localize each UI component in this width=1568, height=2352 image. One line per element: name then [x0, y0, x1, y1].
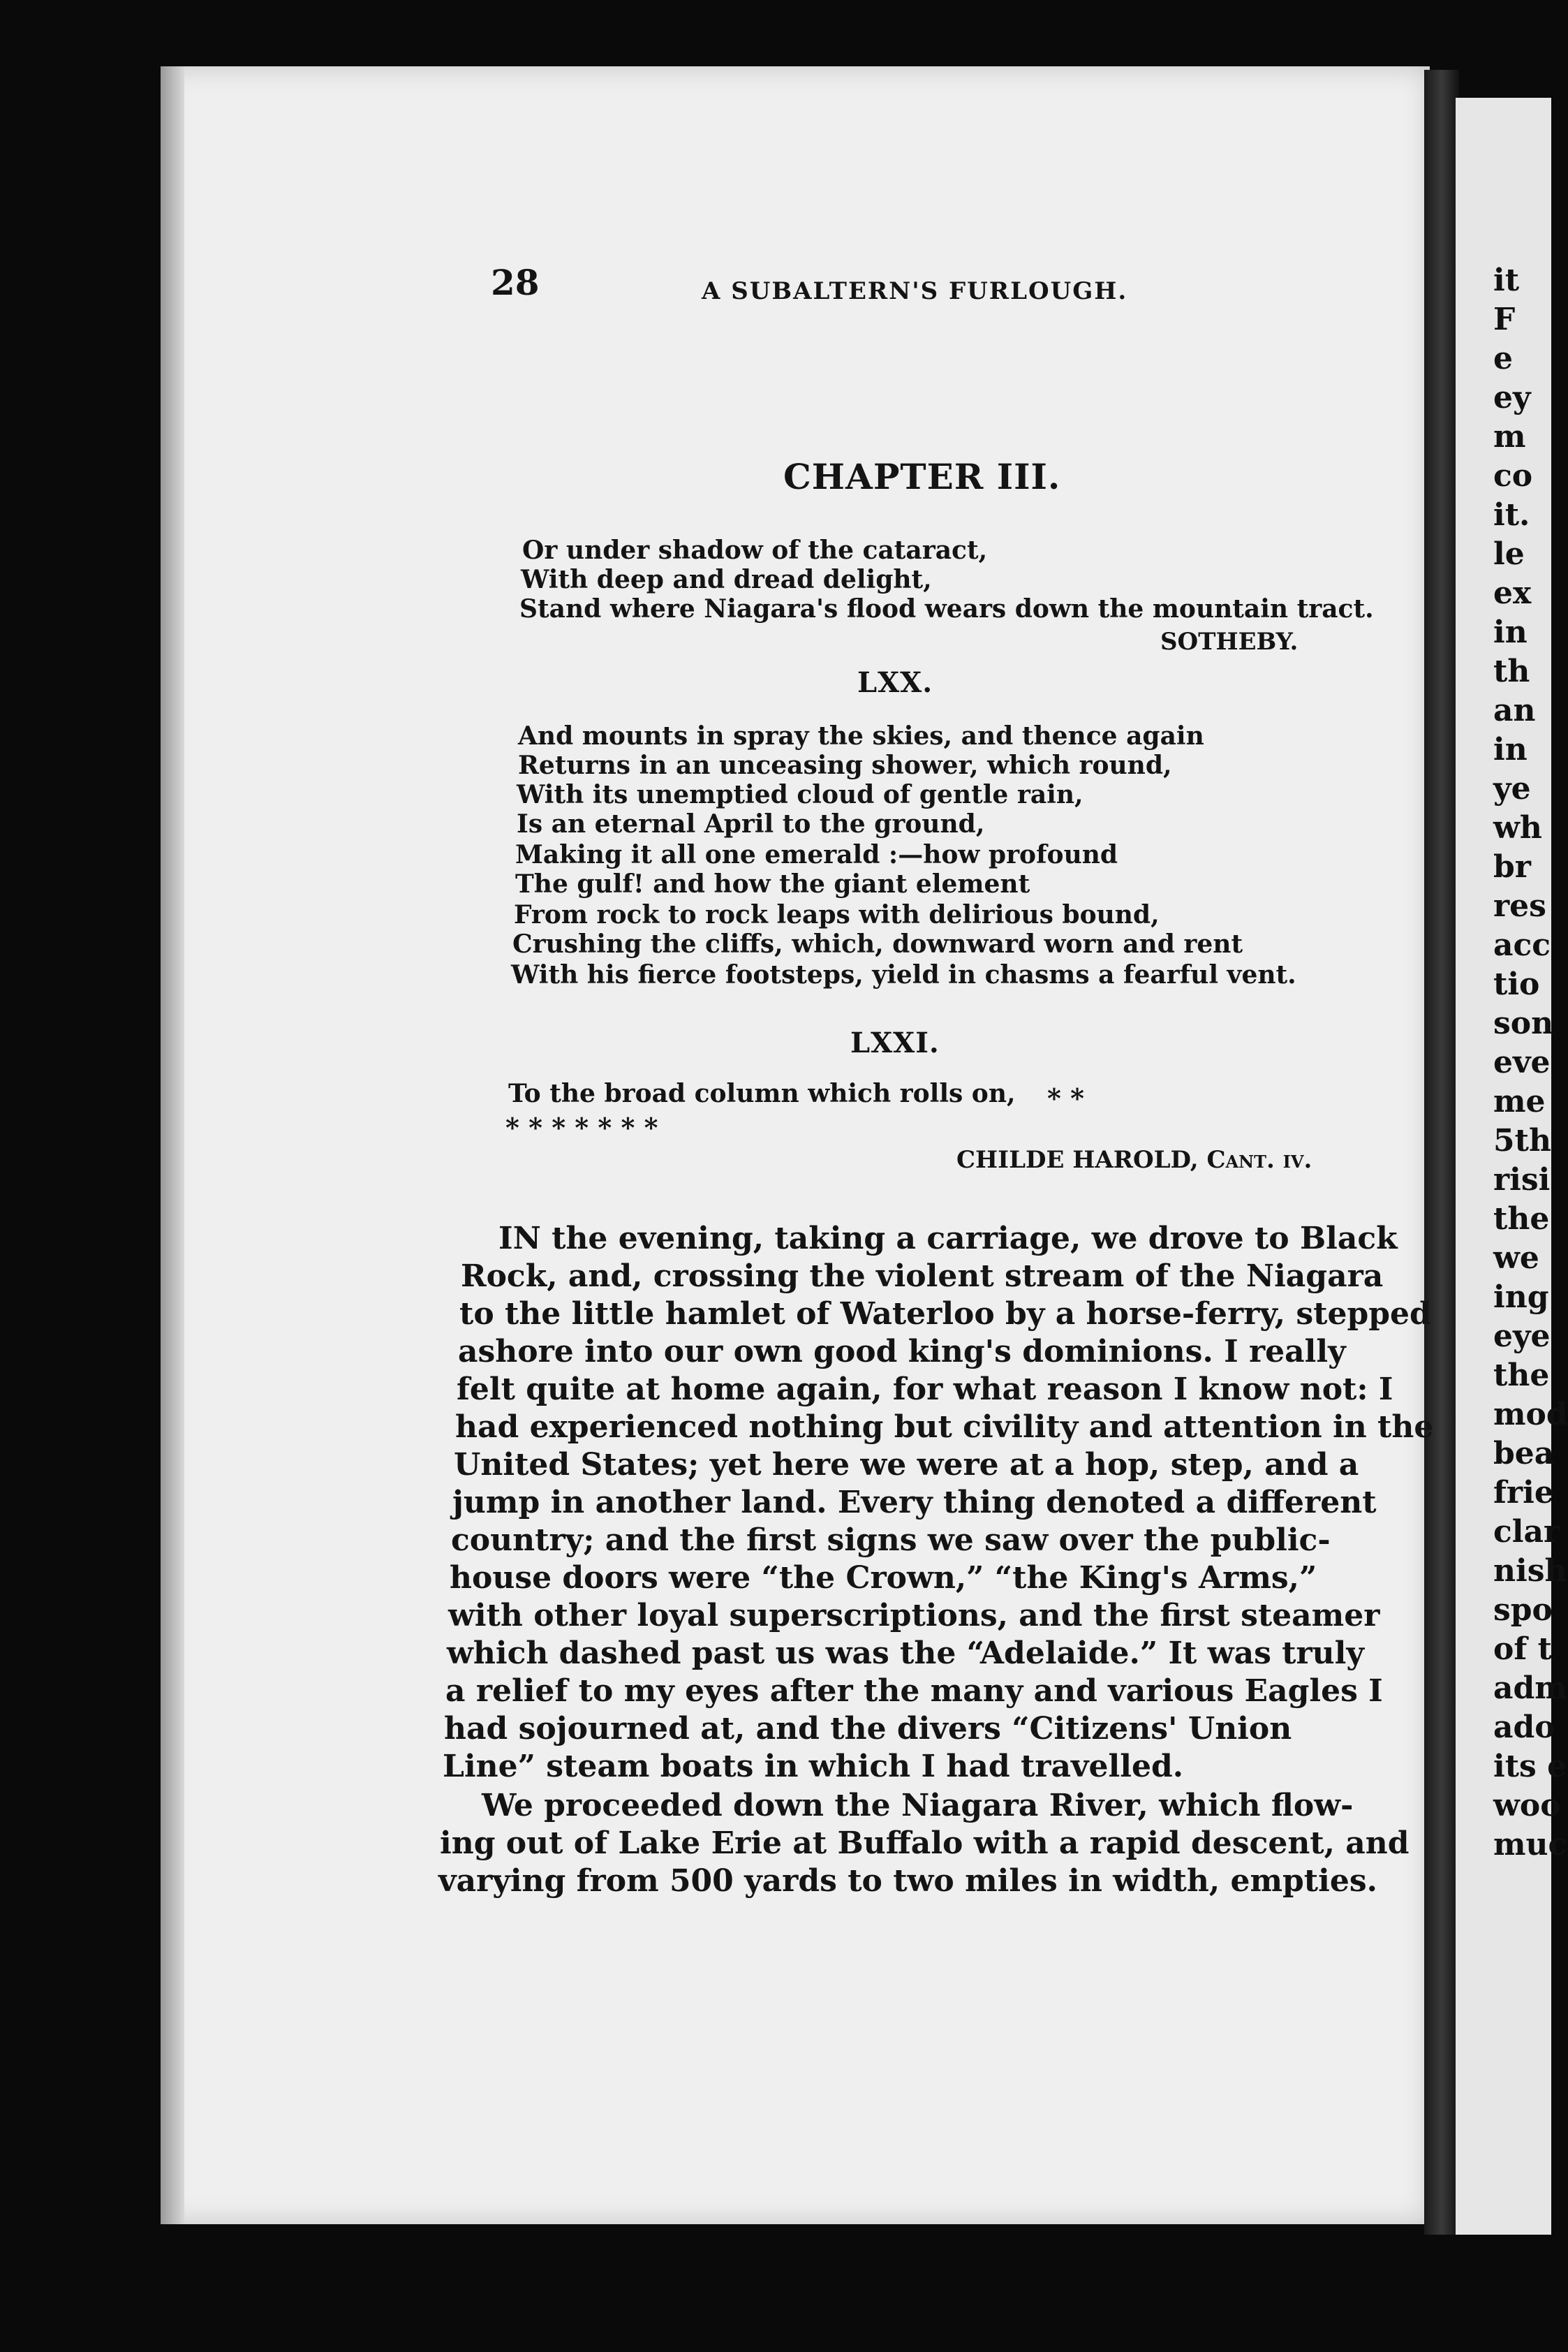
body-line: Rock, and, crossing the violent stream of the Niagara — [461, 1258, 1384, 1294]
facing-page-word-fragment: woo — [1493, 1788, 1561, 1823]
chapter-title: CHAPTER III. — [783, 456, 1061, 497]
facing-page-word-fragment: in — [1493, 615, 1528, 650]
facing-page-word-fragment: tio — [1493, 966, 1540, 1002]
book-spine — [1424, 70, 1459, 2235]
facing-page-word-fragment: muc — [1493, 1827, 1567, 1862]
body-line: to the little hamlet of Waterloo by a horse-ferry, stepped — [459, 1296, 1431, 1332]
facing-page-word-fragment: the — [1493, 1201, 1550, 1237]
facing-page-word-fragment: nish — [1493, 1553, 1567, 1589]
facing-page-word-fragment: frie — [1493, 1475, 1554, 1511]
epigraph-line: With deep and dread delight, — [521, 565, 932, 594]
facing-page-word-fragment: an — [1493, 693, 1536, 728]
facing-page-word-fragment: 5th — [1493, 1123, 1551, 1159]
body-line: a relief to my eyes after the many and various Eagles I — [445, 1673, 1383, 1709]
body-line: which dashed past us was the “Adelaide.” It was truly — [447, 1636, 1364, 1671]
facing-page-word-fragment: le — [1493, 536, 1525, 572]
body-line: felt quite at home again, for what reason I know not: I — [457, 1372, 1393, 1407]
facing-page-word-fragment: me — [1493, 1084, 1546, 1119]
facing-page-word-fragment: in — [1493, 732, 1528, 767]
body-line: jump in another land. Every thing denoted a different — [452, 1485, 1377, 1520]
facing-page-word-fragment: eye — [1493, 1318, 1551, 1354]
facing-page-word-fragment: it. — [1493, 497, 1530, 533]
facing-page-word-fragment: risi — [1493, 1162, 1551, 1198]
body-line: United States; yet here we were at a hop, step, and a — [454, 1447, 1359, 1483]
facing-page-word-fragment: res — [1493, 888, 1546, 924]
body-line: with other loyal superscriptions, and the first steamer — [448, 1598, 1380, 1633]
facing-page-word-fragment: F — [1493, 302, 1516, 337]
left-page — [161, 66, 1430, 2224]
stanza-attribution: CHILDE HAROLD, Cant. iv. — [956, 1146, 1312, 1174]
stanza-line: With its unemptied cloud of gentle rain, — [517, 780, 1083, 809]
facing-page-word-fragment: son — [1493, 1006, 1554, 1041]
facing-page-word-fragment: m — [1493, 419, 1526, 455]
ellipsis-stars: * * — [1047, 1082, 1084, 1114]
facing-page-word-fragment: th — [1493, 654, 1530, 689]
epigraph-line: Or under shadow of the cataract, — [522, 536, 988, 565]
body-line: We proceeded down the Niagara River, which flow- — [482, 1788, 1354, 1823]
body-line: Line” steam boats in which I had travelled. — [443, 1749, 1184, 1784]
stanza-number: LXX. — [857, 666, 933, 699]
body-line: ashore into our own good king's dominions. I really — [458, 1334, 1346, 1369]
epigraph-line: Stand where Niagara's flood wears down the mountain tract. — [519, 594, 1374, 624]
body-line: country; and the first signs we saw over the public- — [451, 1522, 1331, 1558]
facing-page-word-fragment: clar — [1493, 1514, 1560, 1550]
running-head: A SUBALTERN'S FURLOUGH. — [702, 277, 1128, 305]
facing-page-word-fragment: bea — [1493, 1436, 1555, 1471]
facing-page-word-fragment: it — [1493, 263, 1520, 298]
facing-page-word-fragment: eve — [1493, 1045, 1551, 1080]
facing-page-word-fragment: its e — [1493, 1749, 1567, 1784]
facing-page-word-fragment: spo — [1493, 1592, 1553, 1628]
facing-page-word-fragment: the — [1493, 1358, 1550, 1393]
body-line: had experienced nothing but civility and attention in the — [455, 1409, 1434, 1445]
body-line: varying from 500 yards to two miles in width, empties. — [438, 1863, 1377, 1899]
facing-page-word-fragment: e — [1493, 341, 1513, 376]
facing-page-word-fragment: ye — [1493, 771, 1531, 807]
page-number: 28 — [491, 262, 540, 303]
stanza-line: To the broad column which rolls on, — [508, 1079, 1016, 1108]
facing-page-fragment — [1456, 98, 1568, 2235]
facing-page-word-fragment: ey — [1493, 380, 1531, 416]
body-line: IN the evening, taking a carriage, we drove to Black — [498, 1221, 1398, 1256]
stanza-line: From rock to rock leaps with delirious bound, — [514, 900, 1160, 929]
stanza-line: Crushing the cliffs, which, downward worn and rent — [512, 929, 1243, 959]
facing-page-word-fragment: of t — [1493, 1631, 1552, 1667]
facing-page-word-fragment: adm — [1493, 1670, 1567, 1706]
stanza-line: Making it all one emerald :—how profound — [515, 840, 1118, 869]
facing-page-word-fragment: wh — [1493, 810, 1542, 846]
facing-page-word-fragment: we — [1493, 1240, 1539, 1276]
stanza-line: Returns in an unceasing shower, which round, — [518, 751, 1172, 780]
facing-page-word-fragment: mod — [1493, 1397, 1568, 1432]
ellipsis-star-row: * * * * * * * — [505, 1112, 658, 1143]
stanza-line: Is an eternal April to the ground, — [517, 809, 985, 839]
stanza-line: And mounts in spray the skies, and thence again — [518, 721, 1204, 751]
facing-page-word-fragment: ado — [1493, 1710, 1555, 1745]
facing-page-word-fragment: acc — [1493, 927, 1551, 963]
body-line: ing out of Lake Erie at Buffalo with a rapid descent, and — [440, 1825, 1410, 1861]
stanza-line: The gulf! and how the giant element — [515, 869, 1030, 899]
page-gutter-shadow — [161, 66, 184, 2224]
body-line: had sojourned at, and the divers “Citizens' Union — [444, 1711, 1292, 1747]
epigraph-attribution: SOTHEBY. — [1160, 628, 1299, 656]
stanza-line: With his fierce footsteps, yield in chasms a fearful vent. — [511, 960, 1296, 990]
facing-page-word-fragment: co — [1493, 458, 1533, 494]
facing-page-word-fragment: br — [1493, 849, 1531, 885]
stanza-number: LXXI. — [850, 1027, 940, 1059]
body-line: house doors were “the Crown,” “the King's Arms,” — [450, 1560, 1317, 1596]
facing-page-word-fragment: ing — [1493, 1279, 1549, 1315]
facing-page-word-fragment: ex — [1493, 575, 1532, 611]
